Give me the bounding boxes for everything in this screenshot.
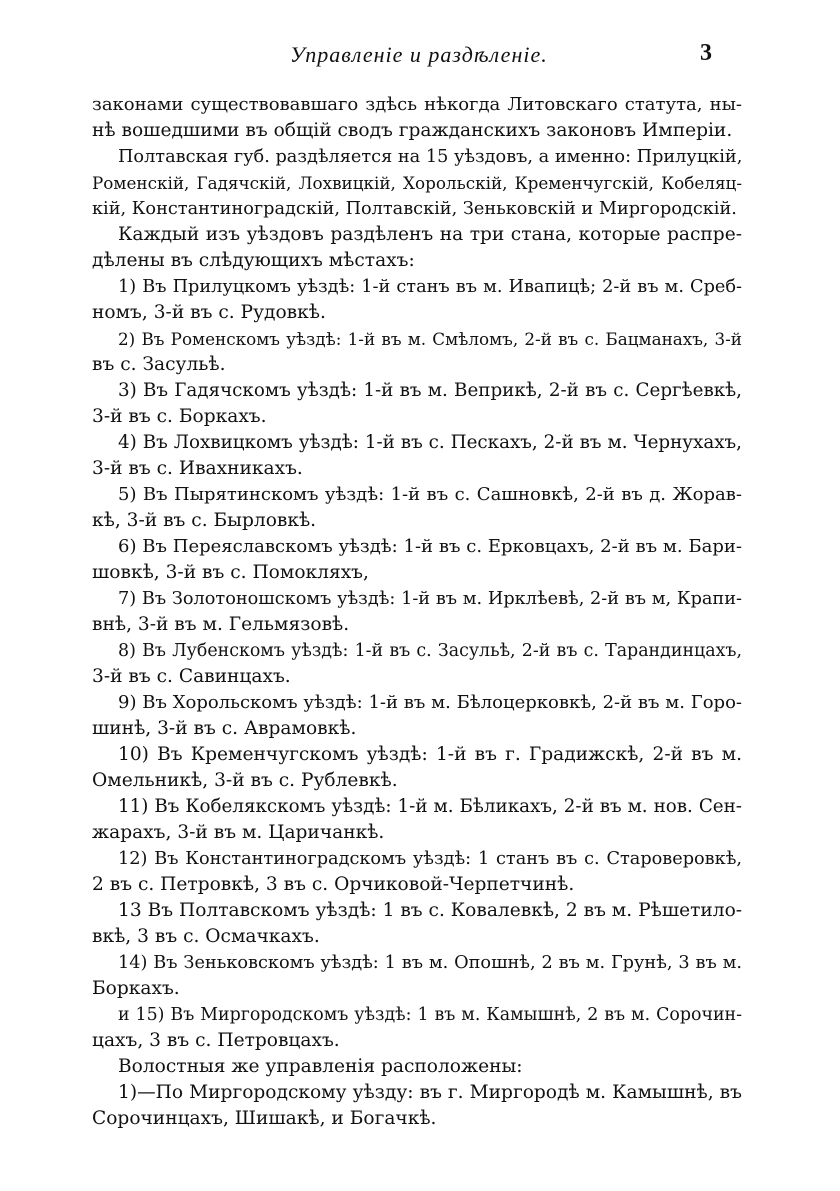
text-line: 6) Въ Переяславскомъ уѣздѣ: 1-й въ с. Ерковцахъ, 2-й въ м. Бари- (118, 536, 742, 557)
text-line: законами существовавшаго здѣсь нѣкогда Литовскаго статута, ны- (92, 94, 742, 115)
text-line: кій, Константиноградскій, Полтавскій, Зеньковскій и Миргородскій. (92, 199, 737, 219)
text-line: 3-й въ с. Ивахникахъ. (92, 458, 303, 479)
text-line: 3) Въ Гадячскомъ уѣздѣ: 1-й въ м. Веприкѣ, 2-й въ с. Сергѣевкѣ, (118, 380, 742, 401)
paragraph (92, 1054, 742, 1080)
text-line: номъ, 3-й въ с. Рудовкѣ. (92, 302, 326, 323)
paragraph (92, 144, 742, 222)
text-line: 2) Въ Роменскомъ уѣздѣ: 1-й въ м. Смѣломъ, 2-й въ с. Бацманахъ, 3-й (118, 329, 742, 349)
text-line: Сорочинцахъ, Шишакѣ, и Богачкѣ. (92, 1108, 437, 1129)
text-line: Каждый изъ уѣздовъ раздѣленъ на три стана, которые распре- (118, 224, 742, 245)
paragraph (92, 638, 742, 690)
text-line: Боркахъ. (92, 978, 180, 999)
text-line: 13 Въ Полтавскомъ уѣздѣ: 1 въ с. Ковалевкѣ, 2 въ м. Рѣшетило- (118, 900, 742, 921)
text-line: 5) Въ Пырятинскомъ уѣздѣ: 1-й въ с. Сашновкѣ, 2-й въ д. Жорав- (118, 484, 742, 505)
text-line: Полтавская губ. раздѣляется на 15 уѣздовъ, а именно: Прилуцкій, (118, 147, 742, 167)
text-line: дѣлены въ слѣдующихъ мѣстахъ: (92, 250, 415, 271)
text-line: жарахъ, 3-й въ м. Царичанкѣ. (92, 822, 385, 843)
text-line: Роменскій, Гадячскій, Лохвицкій, Хорольскій, Кременчугскій, Кобеляц- (92, 173, 742, 193)
paragraph (92, 586, 742, 638)
text-line: 4) Въ Лохвицкомъ уѣздѣ: 1-й въ с. Пескахъ, 2-й въ м. Чернухахъ, (118, 432, 742, 453)
page-body (92, 92, 742, 1132)
paragraph (92, 534, 742, 586)
paragraph (92, 690, 742, 742)
paragraph (92, 482, 742, 534)
text-line: 8) Въ Лубенскомъ уѣздѣ: 1-й въ с. Засульѣ, 2-й въ с. Тарандинцахъ, (118, 641, 742, 661)
text-line: 14) Въ Зеньковскомъ уѣздѣ: 1 въ м. Опошнѣ, 2 въ м. Грунѣ, 3 въ м. (118, 953, 742, 973)
text-line: нѣ вошедшими въ общій сводъ гражданскихъ законовъ Имперіи. (92, 120, 733, 141)
text-line: 1)—По Миргородскому уѣзду: въ г. Миргородѣ м. Камышнѣ, въ (118, 1082, 742, 1103)
paragraph (92, 794, 742, 846)
paragraph (92, 846, 742, 898)
text-line: 2 въ с. Петровкѣ, 3 въ с. Орчиковой-Черпетчинѣ. (92, 874, 575, 895)
paragraph (92, 378, 742, 430)
text-line: и 15) Въ Миргородскомъ уѣздѣ: 1 въ м. Камышнѣ, 2 въ м. Сорочин- (118, 1005, 742, 1025)
text-line: 12) Въ Константиноградскомъ уѣздѣ: 1 станъ въ с. Староверовкѣ, (118, 849, 742, 869)
text-line: вкѣ, 3 въ с. Осмачкахъ. (92, 926, 320, 947)
text-line: внѣ, 3-й въ м. Гельмязовѣ. (92, 614, 350, 635)
text-line: 11) Въ Кобелякскомъ уѣздѣ: 1-й м. Бѣликахъ, 2-й въ м. нов. Сен- (118, 796, 742, 817)
paragraph (92, 274, 742, 326)
page-number: 3 (700, 40, 712, 66)
paragraph (92, 92, 742, 144)
paragraph (92, 222, 742, 274)
paragraph (92, 950, 742, 1002)
running-head: Управленіе и раздѣленіе. (290, 42, 548, 67)
text-line: кѣ, 3-й въ с. Бырловкѣ. (92, 510, 317, 531)
paragraph (92, 898, 742, 950)
page-header (0, 42, 840, 72)
text-line: шовкѣ, 3-й въ с. Помокляхъ, (92, 562, 369, 583)
paragraph (92, 430, 742, 482)
text-line: въ с. Засульѣ. (92, 354, 226, 375)
text-line: 10) Въ Кременчугскомъ уѣздѣ: 1-й въ г. Градижскѣ, 2-й въ м. (118, 744, 742, 765)
paragraph (92, 326, 742, 378)
text-line: 1) Въ Прилуцкомъ уѣздѣ: 1-й станъ въ м. Ивапицѣ; 2-й въ м. Среб- (118, 277, 742, 297)
text-line: шинѣ, 3-й въ с. Аврамовкѣ. (92, 718, 357, 739)
text-line: цахъ, 3 въ с. Петровцахъ. (92, 1030, 340, 1051)
text-line: Волостныя же управленія расположены: (118, 1056, 523, 1077)
paragraph (92, 742, 742, 794)
text-line: 9) Въ Хорольскомъ уѣздѣ: 1-й въ м. Бѣлоцерковкѣ, 2-й въ м. Горо- (118, 692, 742, 713)
text-line: 3-й въ с. Савинцахъ. (92, 666, 291, 687)
paragraph (92, 1080, 742, 1132)
text-line: 7) Въ Золотоношскомъ уѣздѣ: 1-й въ м. Ирклѣевѣ, 2-й въ м, Крапи- (118, 589, 742, 609)
paragraph (92, 1002, 742, 1054)
text-line: 3-й въ с. Боркахъ. (92, 406, 267, 427)
text-line: Омельникѣ, 3-й въ с. Рублевкѣ. (92, 770, 398, 791)
